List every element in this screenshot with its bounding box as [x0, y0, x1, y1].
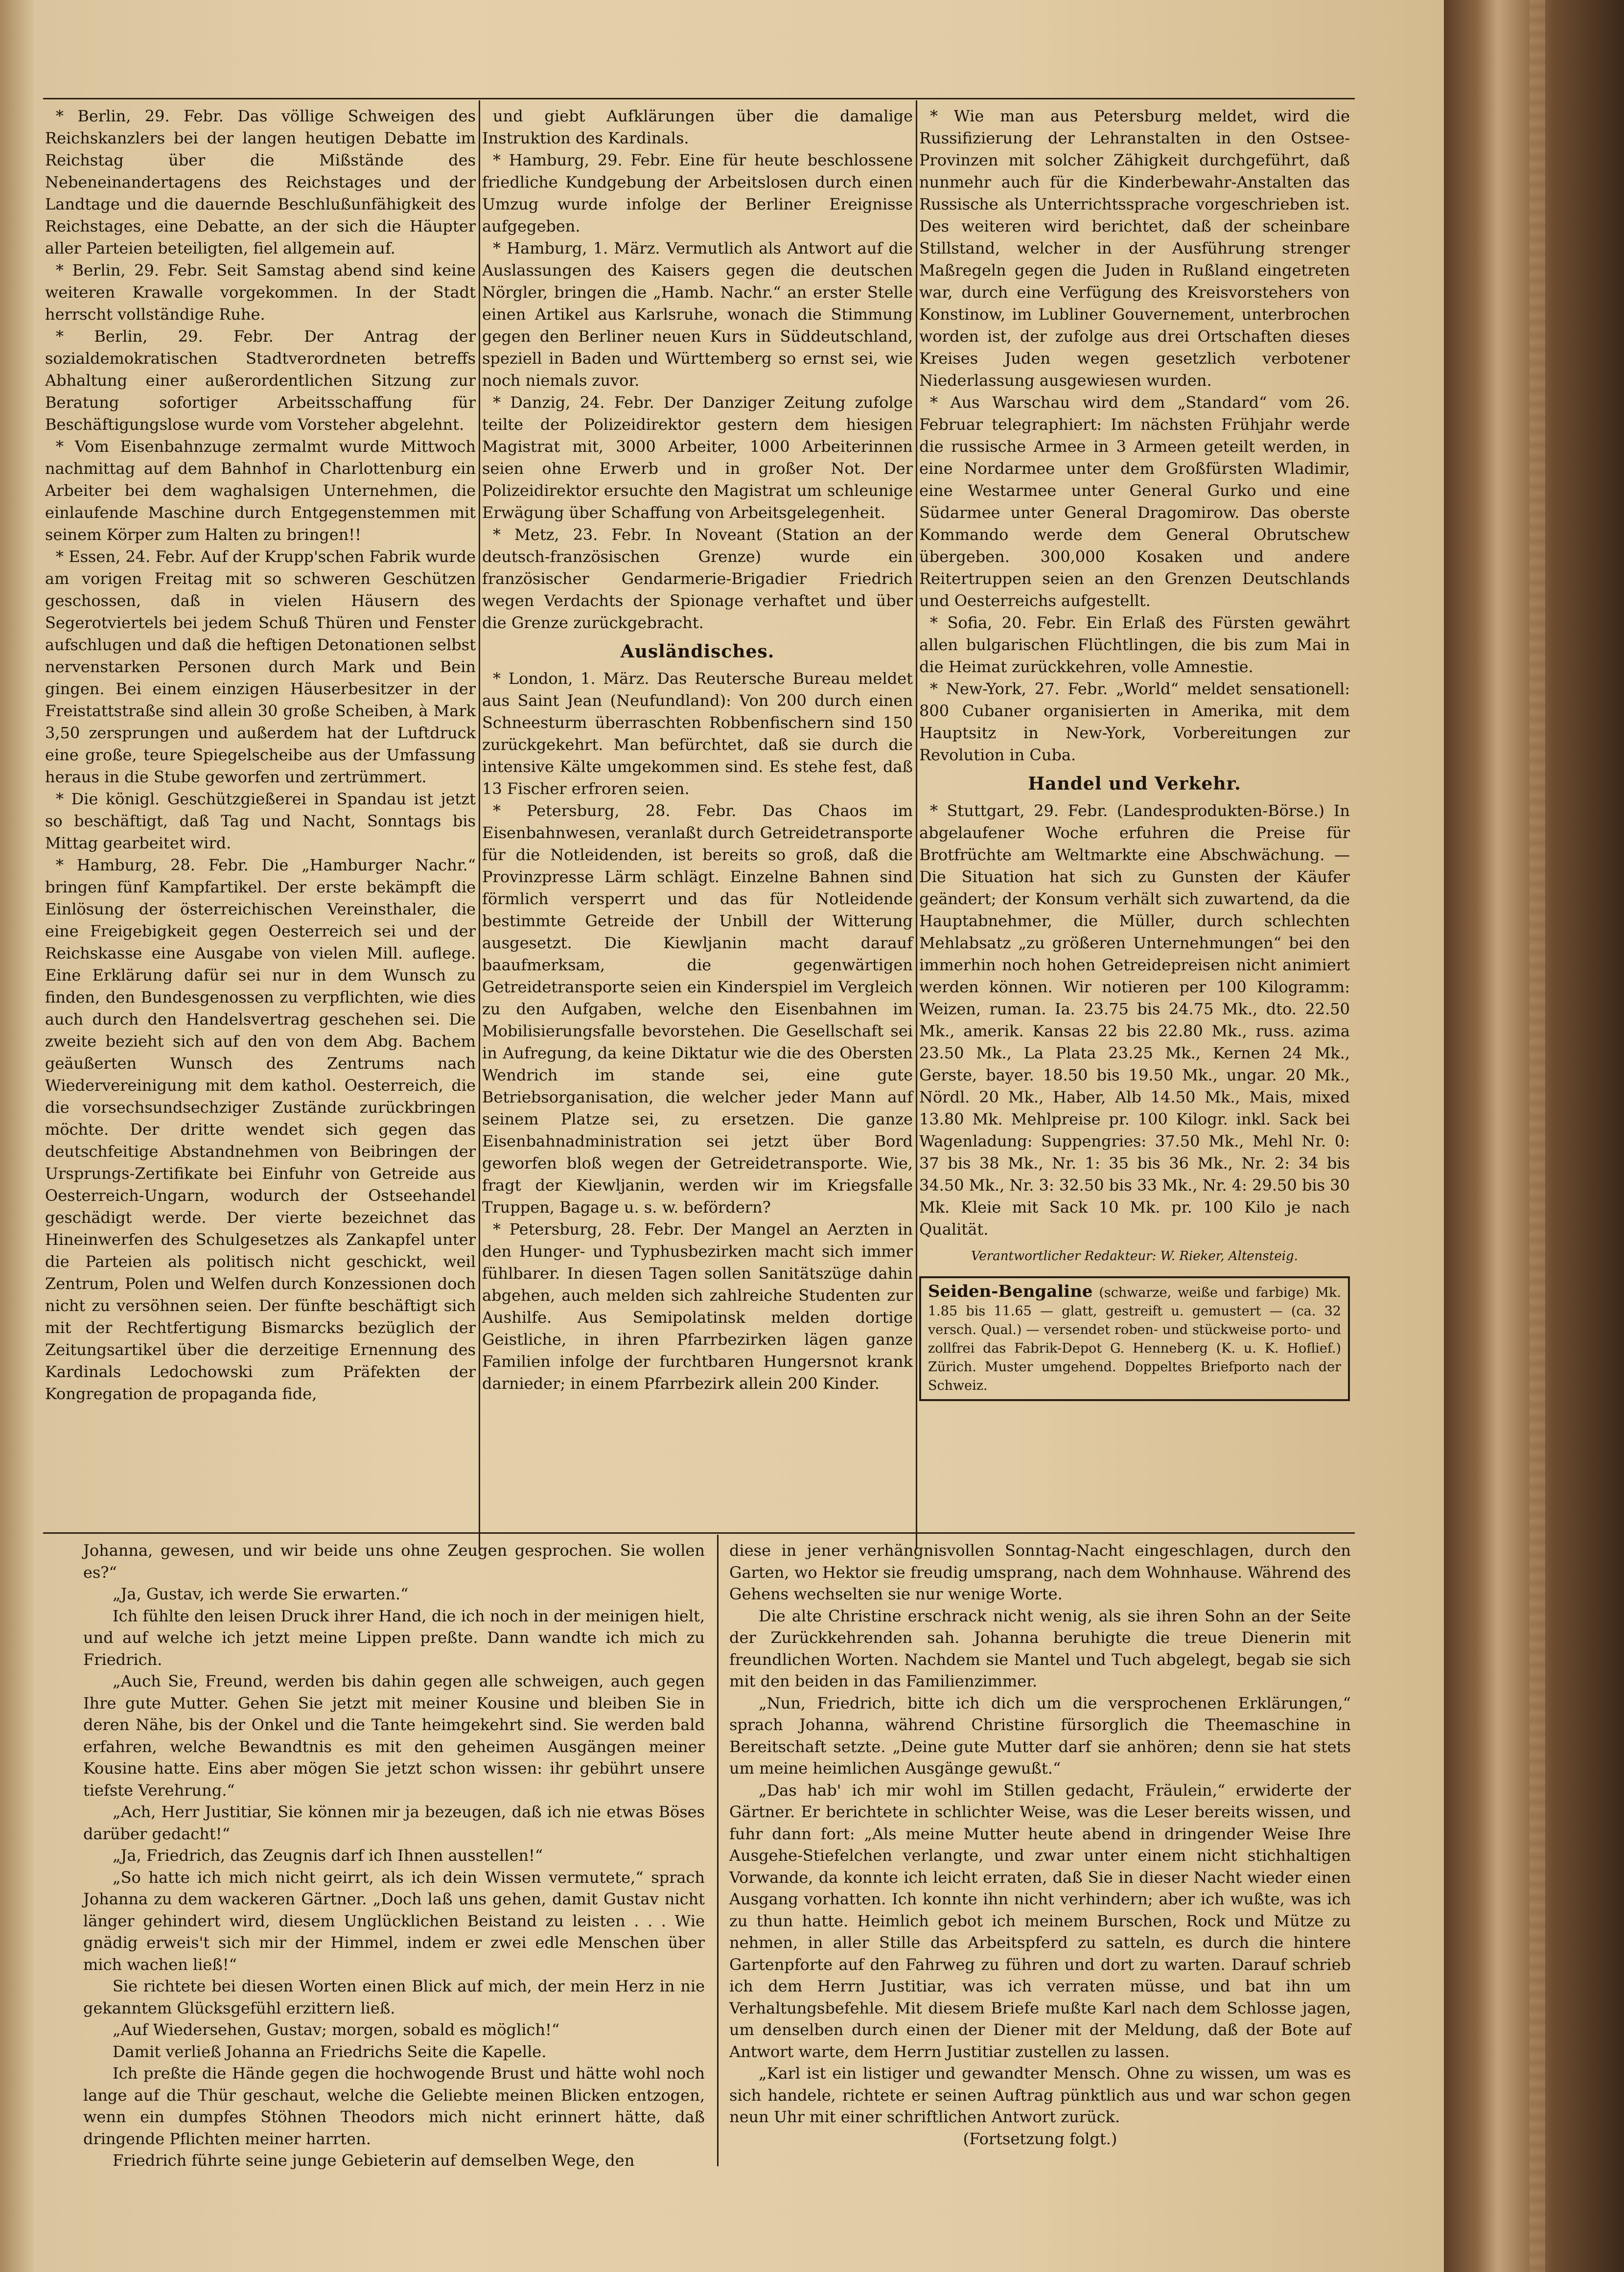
ad-title: Seiden-Bengaline — [928, 1282, 1093, 1301]
news-item: * Essen, 24. Febr. Auf der Krupp'schen Fabrik wurde am vorigen Freitag mit so schweren Geschützen geschossen, daß in vielen Häusern des Segerotviertels bei jedem Schuß Thüren und Fenster aufschlugen und daß die heftigen Detonationen selbst nervenstarken Personen durch Mark und Bein gingen. Bei einem einzigen Häuserbesitzer in der Freistattstraße sind allein 30 große Scheiben, à Mark 3,50 zersprungen und außerdem hat der Luftdruck eine große, teure Spiegelscheibe aus der Umfassung heraus in die Stube geworfen und zertrümmert. — [45, 547, 476, 786]
news-item: * New-York, 27. Febr. „World“ meldet sensationell: 800 Cubaner organisierten in Amerika, mit dem Hauptsitz in New-York, Vorbereitungen zur Revolution in Cuba. — [919, 679, 1350, 764]
column-2 — [482, 105, 913, 1395]
continuation-note: (Fortsetzung folgt.) — [963, 2129, 1117, 2148]
story-paragraph: „Ja, Gustav, ich werde Sie erwarten.“ — [113, 1585, 409, 1603]
story-paragraph: „Auch Sie, Freund, werden bis dahin gegen alle schweigen, auch gegen Ihre gute Mutter. Gehen Sie jetzt mit meiner Kousine und bleiben Sie in deren Nähe, bis der Onkel und die Tante heimgekehrt sind. Sie werden bald erfahren, welche Bewandtnis es mit den geheimen Ausgängen meiner Kousine hatte. Eins aber mögen Sie jetzt schon wissen: ihr gebührt unsere tiefste Verehrung.“ — [83, 1672, 705, 1800]
news-item: * Metz, 23. Febr. In Noveant (Station an der deutsch-französischen Grenze) wurde ein französischer Gendarmerie-Brigadier Friedrich wegen Verdachts der Spionage verhaftet und über die Grenze zurückgebracht. — [482, 525, 913, 632]
story-paragraph: Ich fühlte den leisen Druck ihrer Hand, die ich noch in der meinigen hielt, und auf welche ich jetzt meine Lippen preßte. Dann wandte ich mich zu Friedrich. — [83, 1606, 705, 1669]
story-paragraph: Friedrich führte seine junge Gebieterin auf demselben Wege, den — [113, 2151, 635, 2170]
news-item: * Petersburg, 28. Febr. Der Mangel an Aerzten in den Hunger- und Typhusbezirken macht sich immer fühlbarer. In diesen Tagen sollen Sanitätszüge dahin abgehen, auch melden sich zahlreiche Studenten zur Aushilfe. Aus Semipolatinsk melden dortige Geistliche, in ihren Pfarrbezirken lägen ganze Familien infolge der furchtbaren Hungersnot krank darnieder; in einem Pfarrbezirk allein 200 Kinder. — [482, 1220, 913, 1393]
story-paragraph: Die alte Christine erschrack nicht wenig, als sie ihren Sohn an der Seite der Zurückkehrenden sah. Johanna beruhigte die treue Dienerin mit freundlichen Worten. Nachdem sie Mantel und Tuch abgelegt, begab sie sich mit den beiden in das Familienzimmer. — [729, 1606, 1351, 1690]
story-paragraph: Ich preßte die Hände gegen die hochwogende Brust und hätte wohl noch lange auf die Thür geschaut, welche die Geliebte meinen Blicken entzogen, wenn ein dumpfes Stöhnen Theodors mich nicht erinnert hätte, daß dringende Pflichten meiner harrten. — [83, 2064, 705, 2148]
story-paragraph: „Auf Wiedersehen, Gustav; morgen, sobald es möglich!“ — [113, 2020, 560, 2039]
news-item: * London, 1. März. Das Reutersche Bureau meldet aus Saint Jean (Neufundland): Von 200 durch einen Schneesturm überraschten Robbenfischern sind 150 zurückgekehrt. Man befürchtet, daß sie durch die intensive Kälte umgekommen sind. Es stehe fest, daß 13 Fischer erfroren seien. — [482, 669, 913, 798]
story-paragraph: „Ja, Friedrich, das Zeugnis darf ich Ihnen ausstellen!“ — [113, 1846, 543, 1865]
advertisement — [919, 1276, 1350, 1401]
story-paragraph: „Nun, Friedrich, bitte ich dich um die versprochenen Erklärungen,“ sprach Johanna, während Christine fürsorglich die Theemaschine in Bereitschaft setzte. „Deine gute Mutter darf sie anhören; denn sie hat stets um meine heimlichen Ausgänge gewußt.“ — [729, 1693, 1351, 1778]
story-paragraph: Damit verließ Johanna an Friedrichs Seite die Kapelle. — [113, 2042, 547, 2061]
news-item: * Hamburg, 28. Febr. Die „Hamburger Nachr.“ bringen fünf Kampfartikel. Der erste bekämpft die Einlösung der österreichischen Vereinsthaler, die eine Freigebigkeit gegen Oesterreich sei und der Reichskasse eine Ausgabe von vielen Mill. auflege. Eine Erklärung dafür sei nur in dem Wunsch zu finden, den Bundesgenossen zu verpflichten, wie dies auch durch den Handelsvertrag geschehen sei. Die zweite bezieht sich auf den von dem Abg. Bachem geäußerten Wunsch des Zentrums nach Wiedervereinigung mit dem kathol. Oesterreich, die die vorsechsundsechziger Zustände zurückbringen möchte. Der dritte wendet sich gegen das deutschfeitige Abstandnehmen von Beibringen der Ursprungs-Zertifikate bei Einfuhr von Getreide aus Oesterreich-Ungarn, wodurch der Ostseehandel geschädigt werde. Der vierte bezeichnet das Hineinwerfen des Schulgesetzes als Zankapfel unter die Parteien als politisch nicht geschickt, weil Zentrum, Polen und Welfen durch Konzessionen doch nicht zu versöhnen seien. Der fünfte beschäftigt sich mit der Rechtfertigung Bismarcks bezüglich der Zeitungsartikel über die derzeitige Ernennung des Kardinals Ledochowski zum Präfekten der Kongregation de propaganda fide, — [45, 856, 476, 1403]
news-item: * Aus Warschau wird dem „Standard“ vom 26. Februar telegraphiert: Im nächsten Frühjahr werde die russische Armee in 3 Armeen geteilt werden, in eine Nordarmee unter dem Großfürsten Wladimir, eine Westarmee unter General Gurko und eine Südarmee unter General Dragomirow. Das oberste Kommando werde dem General Obrutschew übergeben. 300,000 Kosaken und andere Reitertruppen seien an den Grenzen Deutschlands und Oesterreichs aufgestellt. — [919, 393, 1350, 610]
story-paragraph: „Ach, Herr Justitiar, Sie können mir ja bezeugen, daß ich nie etwas Böses darüber gedacht!“ — [83, 1803, 705, 1843]
news-item: * Petersburg, 28. Febr. Das Chaos im Eisenbahnwesen, veranlaßt durch Getreidetransporte für die Notleidenden, ist bereits so groß, daß die Provinzpresse Lärm schlägt. Einzelne Bahnen sind förmlich versperrt und das für Notleidende bestimmte Getreide der Unbill der Witterung ausgesetzt. Die Kiewljanin macht darauf baaufmerksam, die gegenwärtigen Getreidetransporte seien ein Kinderspiel im Vergleich zu den Aufgaben, welche den Eisenbahnen im Mobilisierungsfalle bevorstehen. Die Gesellschaft sei in Aufregung, da keine Diktatur wie die des Obersten Wendrich im stande sei, eine gute Betriebsorganisation, die welcher jeder Mann auf seinem Platze sei, zu ersetzen. Die ganze Eisenbahnadministration sei jetzt über Bord geworfen bloß wegen der Getreidetransporte. Wie, fragt der Kiewljanin, werden wir im Kriegsfalle Truppen, Bagage u. s. w. befördern? — [482, 801, 913, 1217]
story-paragraph: „Karl ist ein listiger und gewandter Mensch. Ohne zu wissen, um was es sich handele, richtete er seinen Auftrag pünktlich aus und war schon gegen neun Uhr mit einer schriftlichen Antwort zurück. — [729, 2064, 1351, 2126]
news-item: * Die königl. Geschützgießerei in Spandau ist jetzt so beschäftigt, daß Tag und Nacht, Sonntags bis Mittag gearbeitet wird. — [45, 790, 476, 852]
news-item: * Vom Eisenbahnzuge zermalmt wurde Mittwoch nachmittag auf dem Bahnhof in Charlottenburg ein Arbeiter bei dem waghalsigen Unternehmen, die einlaufende Maschine durch Entgegenstemmen mit seinem Körper zum Halten zu bringen!! — [45, 437, 476, 544]
feuilleton-rule — [43, 1532, 1355, 1534]
story-paragraph: diese in jener verhängnisvollen Sonntag-Nacht eingeschlagen, durch den Garten, wo Hektor sie freudig umsprang, nach dem Wohnhause. Während des Gehens wechselten sie nur wenige Worte. — [729, 1541, 1351, 1603]
news-item: * Wie man aus Petersburg meldet, wird die Russifizierung der Lehranstalten in den Ostsee-Provinzen mit solcher Zähigkeit durchgeführt, daß nunmehr auch für die Kinderbewahr-Anstalten das Russische als Unterrichtssprache vorgeschrieben ist. Des weiteren wird berichtet, daß der scheinbare Stillstand, welcher in der Ausführung strenger Maßregeln gegen die Juden in Rußland eingetreten war, durch eine Verfügung des Kreisvorstehers von Konstinow, im Lubliner Gouvernement, unterbrochen worden ist, der zufolge aus drei Ortschaften dieses Kreises Juden wegen gesetzlich verbotener Niederlassung ausgewiesen wurden. — [919, 107, 1350, 390]
binding-spine — [1530, 0, 1545, 2272]
story-right — [729, 1540, 1351, 2150]
story-paragraph: „So hatte ich mich nicht geirrt, als ich dein Wissen vermutete,“ sprach Johanna zu dem wackeren Gärtner. „Doch laß uns gehen, damit Gustav nicht länger gehindert wird, diesem Unglücklichen Beistand zu leisten . . . Wie gnädig erweis't sich mir der Himmel, indem er zwei edle Menschen über mich wachen ließ!“ — [83, 1868, 705, 1974]
book-binding — [1444, 0, 1624, 2272]
page-gutter — [0, 0, 34, 2272]
news-item: * Hamburg, 1. März. Vermutlich als Antwort auf die Auslassungen des Kaisers gegen die deutschen Nörgler, bringen die „Hamb. Nachr.“ an erster Stelle einen Artikel aus Karlsruhe, wonach die Stimmung gegen den Berliner neuen Kurs in Süddeutschland, speziell in Baden und Württemberg so ernst sei, wie noch niemals zuvor. — [482, 239, 913, 390]
news-item: * Berlin, 29. Febr. Seit Samstag abend sind keine weiteren Krawalle vorgekommen. In der Stadt herrscht vollständige Ruhe. — [45, 261, 476, 324]
story-column-rule — [717, 1535, 719, 2166]
top-rule — [43, 98, 1355, 99]
story-paragraph: Sie richtete bei diesen Worten einen Blick auf mich, der mein Herz in nie gekanntem Glücksgefühl erzittern ließ. — [83, 1977, 705, 2017]
news-item: * Berlin, 29. Febr. Das völlige Schweigen des Reichskanzlers bei der langen heutigen Debatte im Reichstag über die Mißstände des Nebeneinandertagens des Reichstages und der Landtage und die dauernde Beschlußunfähigkeit des Reichstages, eine Debatte, an der sich die Häupter aller Parteien beteiligten, fiel allgemein auf. — [45, 107, 476, 258]
news-item: * Stuttgart, 29. Febr. (Landesprodukten-Börse.) In abgelaufener Woche erfuhren die Preise für Brotfrüchte am Weltmarkte eine Abschwächung. — Die Situation hat sich zu Gunsten der Käufer geändert; der Konsum verhält sich zuwartend, da die Hauptabnehmer, die Müller, durch schlechten Mehlabsatz „zu größeren Unternehmungen“ bei den immerhin noch hohen Getreidepreisen nicht animiert werden können. Wir notieren per 100 Kilogramm: Weizen, ruman. Ia. 23.75 bis 24.75 Mk., dto. 22.50 Mk., amerik. Kansas 22 bis 22.80 Mk., russ. azima 23.50 Mk., La Plata 23.25 Mk., Kernen 24 Mk., Gerste, bayer. 18.50 bis 19.50 Mk., ungar. 20 Mk., Nördl. 20 Mk., Haber, Alb 14.50 Mk., Mais, mixed 13.80 Mk. Mehlpreise pr. 100 Kilogr. inkl. Sack bei Wagenladung: Suppengries: 37.50 Mk., Mehl Nr. 0: 37 bis 38 Mk., Nr. 1: 35 bis 36 Mk., Nr. 2: 34 bis 34.50 Mk., Nr. 3: 32.50 bis 33 Mk., Nr. 4: 29.50 bis 30 Mk. Kleie mit Sack 10 Mk. pr. 100 Kilo je nach Qualität. — [919, 801, 1350, 1239]
story-paragraph: Johanna, gewesen, und wir beide uns ohne Zeugen gesprochen. Sie wollen es?“ — [83, 1541, 705, 1582]
column-3 — [919, 105, 1350, 1401]
news-item: * Berlin, 29. Febr. Der Antrag der sozialdemokratischen Stadtverordneten betreffs Abhaltung einer außerordentlichen Sitzung zur Beratung sofortiger Arbeitsschaffung für Beschäftigungslose wurde vom Vorsteher abgelehnt. — [45, 327, 476, 434]
news-item: * Danzig, 24. Febr. Der Danziger Zeitung zufolge teilte der Polizeidirektor gestern dem hiesigen Magistrat mit, 3000 Arbeiter, 1000 Arbeiterinnen seien ohne Erwerb und in großer Not. Der Polizeidirektor ersuchte den Magistrat um schleunige Erwägung über Schaffung von Arbeitsgelegenheit. — [482, 393, 913, 522]
ad-text: (schwarze, weiße und farbige) Mk. 1.85 bis 11.65 — glatt, gestreift u. gemustert — (ca. 32 versch. Qual.) — versendet roben- und stückweise porto- und zollfrei das Fabrik-Depot G. Henneberg (K. u. K. Hoflief.) Zürich. Muster umgehend. Doppeltes Briefporto nach der Schweiz. — [928, 1285, 1341, 1393]
news-item: * Hamburg, 29. Febr. Eine für heute beschlossene friedliche Kundgebung der Arbeitslosen durch einen Umzug wurde infolge der Berliner Ereignisse aufgegeben. — [482, 151, 913, 235]
column-1 — [45, 105, 476, 1405]
section-heading-foreign: Ausländisches. — [620, 641, 775, 662]
column-rule-1 — [479, 100, 480, 1549]
story-paragraph: „Das hab' ich mir wohl im Stillen gedacht, Fräulein,“ erwiderte der Gärtner. Er berichtete in schlichter Weise, was die Leser bereits wissen, und fuhr dann fort: „Als meine Mutter heute abend in dringender Weise Ihre Ausgehe-Stiefelchen verlangte, und zwar unter einem nicht stichhaltigen Vorwande, da konnte ich leicht erraten, daß Sie in dieser Nacht wieder einen Ausgang vorhatten. Ich konnte ihn nicht verhindern; aber ich wußte, was ich zu thun hatte. Heimlich gebot ich meinem Burschen, Rock und Mütze zu nehmen, in aller Stille das Arbeitspferd zu satteln, es durch die hintere Gartenpforte auf den Fahrweg zu führen und dort zu warten. Darauf schrieb ich dem Herrn Justitiar, was ich verraten müsse, und bat ihn um Verhaltungsbefehle. Mit diesem Briefe mußte Karl nach dem Schlosse jagen, um denselben durch einen der Diener mit der Meldung, daß der Bote auf Antwort warte, dem Herrn Justitiar zustellen zu lassen. — [729, 1780, 1351, 2061]
section-heading-trade: Handel und Verkehr. — [1028, 773, 1241, 794]
news-item: * Sofia, 20. Febr. Ein Erlaß des Fürsten gewährt allen bulgarischen Flüchtlingen, die bis zum Mai in die Heimat zurückkehren, volle Amnestie. — [919, 613, 1350, 676]
news-item: und giebt Aufklärungen über die damalige Instruktion des Kardinals. — [482, 107, 913, 147]
editor-line: Verantwortlicher Redakteur: W. Rieker, Altensteig. — [971, 1249, 1298, 1264]
column-rule-2 — [916, 100, 917, 1549]
story-left — [83, 1540, 705, 2172]
